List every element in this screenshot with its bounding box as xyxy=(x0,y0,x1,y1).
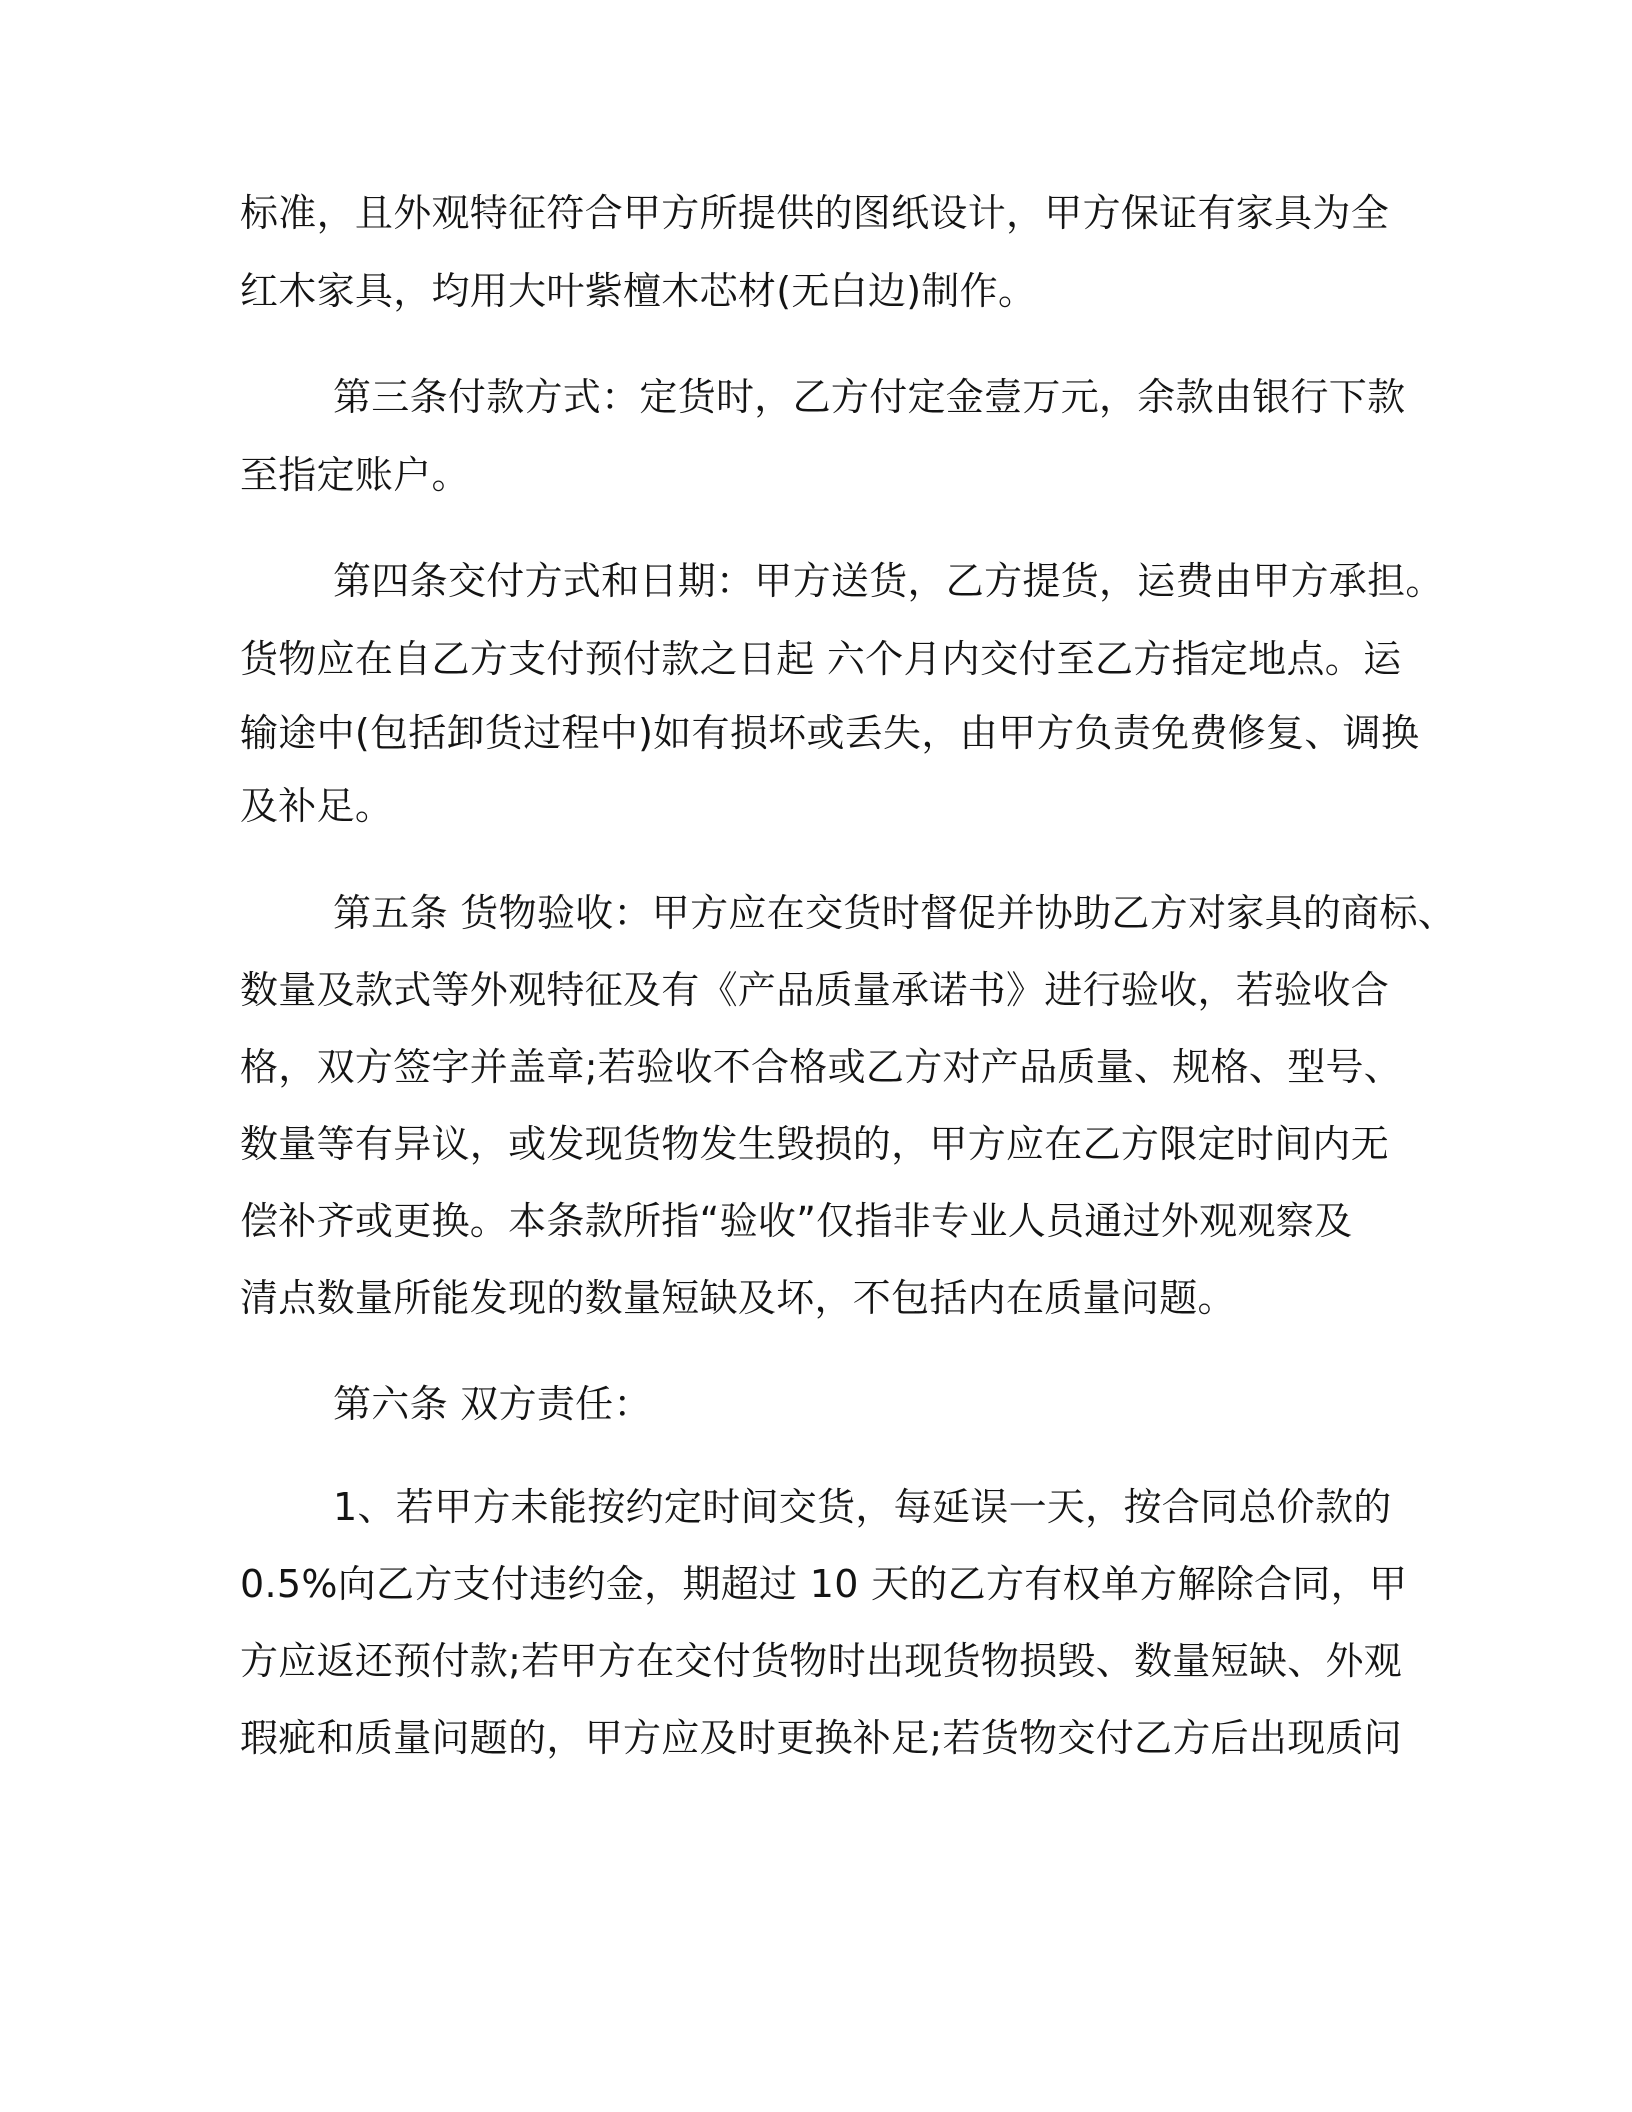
text-line: 数量等有异议，或发现货物发生毁损的，甲方应在乙方限定时间内无 xyxy=(240,1122,1390,1166)
text-line: 第五条 货物验收：甲方应在交货时督促并协助乙方对家具的商标、 xyxy=(333,891,1457,935)
text-line: 至指定账户。 xyxy=(240,453,470,497)
text-line: 货物应在自乙方支付预付款之日起 六个月内交付至乙方指定地点。运 xyxy=(240,637,1402,681)
text-line: 数量及款式等外观特征及有《产品质量承诺书》进行验收，若验收合 xyxy=(240,968,1390,1012)
text-line: 1、若甲方未能按约定时间交货，每延误一天，按合同总价款的 xyxy=(333,1485,1392,1529)
text-line: 清点数量所能发现的数量短缺及坏，不包括内在质量问题。 xyxy=(240,1276,1236,1320)
text-line: 方应返还预付款;若甲方在交付货物时出现货物损毁、数量短缺、外观 xyxy=(240,1639,1403,1683)
text-line: 第三条付款方式：定货时，乙方付定金壹万元，余款由银行下款 xyxy=(333,375,1406,419)
text-line: 格，双方签字并盖章;若验收不合格或乙方对产品质量、规格、型号、 xyxy=(240,1045,1403,1089)
text-line: 红木家具，均用大叶紫檀木芯材(无白边)制作。 xyxy=(240,269,1037,313)
text-line: 标准，且外观特征符合甲方所提供的图纸设计，甲方保证有家具为全 xyxy=(240,191,1390,235)
text-line: 第四条交付方式和日期：甲方送货，乙方提货，运费由甲方承担。 xyxy=(333,559,1444,603)
text-line: 及补足。 xyxy=(240,784,394,828)
text-line: 第六条 双方责任： xyxy=(333,1382,652,1426)
text-line: 输途中(包括卸货过程中)如有损坏或丢失，由甲方负责免费修复、调换 xyxy=(240,711,1420,755)
text-line: 瑕疵和质量问题的，甲方应及时更换补足;若货物交付乙方后出现质问 xyxy=(240,1716,1403,1760)
text-line: 0.5%向乙方支付违约金，期超过 10 天的乙方有权单方解除合同，甲 xyxy=(240,1562,1408,1606)
text-line: 偿补齐或更换。本条款所指“验收”仅指非专业人员通过外观观察及 xyxy=(240,1199,1353,1243)
